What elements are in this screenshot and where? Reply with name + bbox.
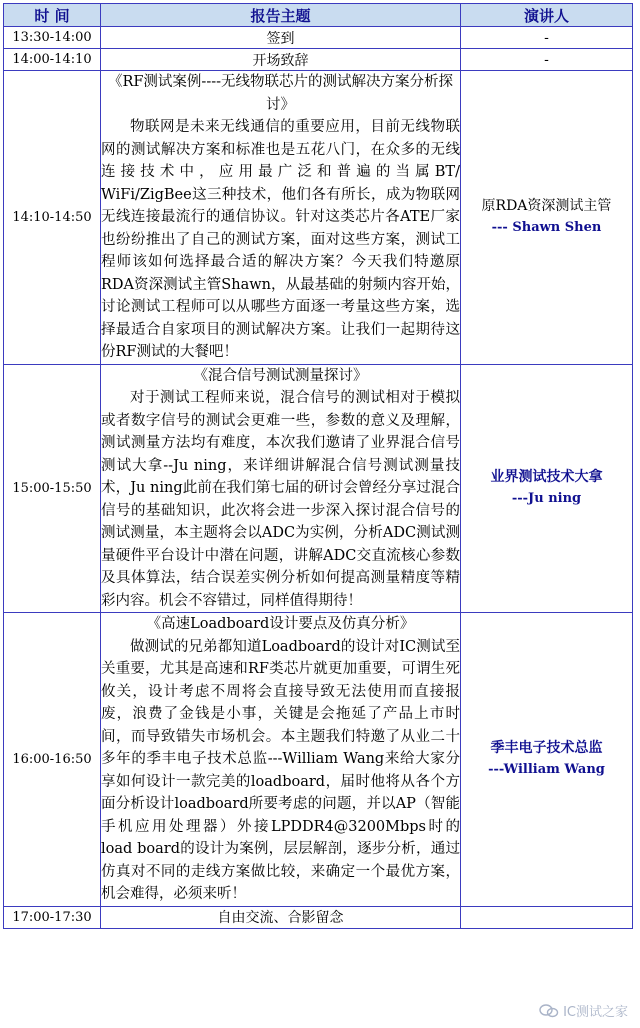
topic-cell [101, 364, 461, 613]
header-row [4, 4, 633, 27]
topic-title: 《RF测试案例----无线物联芯片的测试解决方案分析探讨》 [107, 74, 454, 113]
table-row [4, 49, 633, 71]
time-cell: 14:00-14:10 [4, 49, 101, 71]
topic-title: 《混合信号测试测量探讨》 [193, 367, 368, 384]
topic-cell: 开场致辞 [101, 49, 461, 71]
time-cell: 15:00-15:50 [4, 364, 101, 613]
speaker-title: 季丰电子技术总监 [490, 740, 603, 757]
schedule-table [3, 3, 633, 929]
header-time: 时 间 [4, 4, 101, 27]
table-row [4, 27, 633, 49]
speaker-name: ---William Wang [488, 762, 605, 778]
speaker-name: ---Ju ning [511, 491, 582, 507]
speaker-cell [461, 906, 633, 928]
time-cell: 16:00-16:50 [4, 613, 101, 907]
watermark [539, 1001, 628, 1020]
speaker-cell [461, 364, 633, 613]
wechat-icon [539, 1004, 559, 1018]
watermark-text: IC测试之家 [563, 1005, 628, 1020]
table-row [4, 613, 633, 907]
speaker-cell: - [461, 27, 633, 49]
time-cell: 17:00-17:30 [4, 906, 101, 928]
table-row [4, 71, 633, 365]
time-cell: 14:10-14:50 [4, 71, 101, 365]
speaker-name: --- Shawn Shen [491, 220, 602, 236]
header-topic: 报告主题 [101, 4, 461, 27]
speaker-title: 原RDA资深测试主管 [481, 198, 612, 215]
speaker-cell [461, 71, 633, 365]
speaker-cell [461, 613, 633, 907]
time-cell: 13:30-14:00 [4, 27, 101, 49]
topic-body: 物联网是未来无线通信的重要应用，目前无线物联网的测试解决方案和标准也是五花八门，在众多的无线连接技术中，应用最广泛和普遍的当属BT/ WiFi/ZigBee这三种技术，他们各有所长，成为物联网无线连接最流行的通信协议。针对这类芯片各ATE厂家也纷纷推出了自己的测试方案，面对这些方案，测试工程师该如何选择最合适的解决方案？今天我们特邀原RDA资深测试主管Shawn，从最基础的射频内容开始，讨论测试工程师可以从哪些方面逐一考量这些方案，选择最适合自家项目的测试解决方案。让我们一起期待这份RF测试的大餐吧！ [101, 119, 460, 360]
speaker-title: 业界测试技术大拿 [490, 469, 603, 486]
topic-cell: 自由交流、合影留念 [101, 906, 461, 928]
speaker-cell: - [461, 49, 633, 71]
topic-body: 对于测试工程师来说，混合信号的测试相对于模拟或者数字信号的测试会更难一些，参数的意义及理解，测试测量方法均有难度，本次我们邀请了业界混合信号测试大拿--Ju ning，来详细讲解混合信号测试测量技术，Ju ning此前在我们第七届的研讨会曾经分享过混合信号的基础知识，此次将会进一步深入探讨混合信号的测试测量，本主题将会以ADC为实例，分析ADC测试测量硬件平台设计中潜在问题，讲解ADC交直流核心参数及具体算法，结合误差实例分析如何提高测量精度等精彩内容。机会不容错过，同样值得期待！ [101, 390, 460, 609]
topic-cell [101, 71, 461, 365]
table-row [4, 906, 633, 928]
topic-title: 《高速Loadboard设计要点及仿真分析》 [146, 616, 415, 632]
topic-cell [101, 613, 461, 907]
topic-cell: 签到 [101, 27, 461, 49]
table-row [4, 364, 633, 613]
header-speaker: 演讲人 [461, 4, 633, 27]
topic-body: 做测试的兄弟都知道Loadboard的设计对IC测试至关重要，尤其是高速和RF类芯片就更加重要，可谓生死攸关，设计考虑不周将会直接导致无法使用而直接报废，浪费了金钱是小事，关键是会拖延了产品上市时间，而导致错失市场机会。本主题我们特邀了从业二十多年的季丰电子技术总监---William Wang来给大家分享如何设计一款完美的loadboard，届时他将从各个方面分析设计loadboard所要考虑的问题，并以AP（智能手机应用处理器）外接LPDDR4@3200Mbps时的load board的设计为案例，层层解剖，逐步分析，通过仿真对不同的走线方案做比较，来确定一个最优方案，机会难得，必须来听！ [101, 638, 460, 902]
